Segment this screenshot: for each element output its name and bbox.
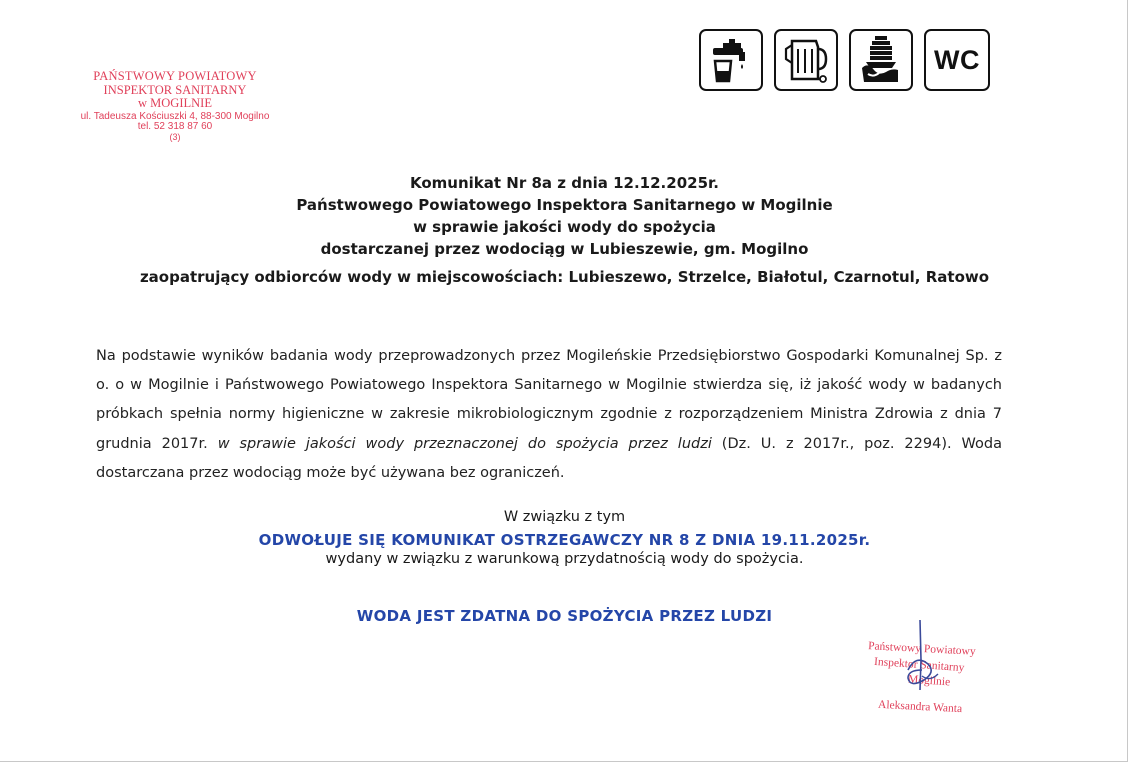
handwritten-signature xyxy=(880,618,960,708)
stamp-phone: tel. 52 318 87 60 xyxy=(137,121,213,133)
subject-line-1: w sprawie jakości wody do spożycia xyxy=(413,218,716,236)
body-text-part-1: Na podstawie wyników badania wody przeprowadzonych przez Mogileńskie Przedsiębiorstwo Gospodarki Komunalnej Sp. z o. o w Mogilnie i Państwowego Powiatowego Inspektora Sanitarnego w Mogilnie stwierdza się, iż jakość wody w badanych próbkach spełnia normy higieniczne w zakresie mikrobiologicznym zgodnie z rozporządzeniem Ministra Zdrowia z dnia 7 grudnia 2017r. xyxy=(96,348,1002,452)
tap-water-glass-icon xyxy=(699,29,763,91)
stamp-line-3: w MOGILNIE xyxy=(138,96,212,110)
notice-intro: W związku z tym xyxy=(503,509,626,525)
communique-number: Komunikat Nr 8a z dnia 12.12.2025r. xyxy=(410,174,719,192)
signature-stamp-line-3: Mogilnie xyxy=(907,673,951,689)
signature-stamp-line-2: Inspektor Sanitarny xyxy=(873,655,965,675)
localities-line: zaopatrujący odbiorców wody w miejscowościach: Lubieszewo, Strzelce, Białotul, Czarnotul, Ratowo xyxy=(139,268,990,286)
water-fit-statement: WODA JEST ZDATNA DO SPOŻYCIA PRZEZ LUDZI xyxy=(356,607,773,625)
notice-revocation: ODWOŁUJE SIĘ KOMUNIKAT OSTRZEGAWCZY NR 8 Z DNIA 19.11.2025r. xyxy=(258,531,871,549)
kettle-icon xyxy=(774,29,838,91)
stamp-number: (3) xyxy=(169,132,181,143)
signatory-name: Aleksandra Wanta xyxy=(877,698,963,716)
signature-stamp-line-1: Państwowy Powiatowy xyxy=(867,640,976,658)
issuer-title: Państwowego Powiatowego Inspektora Sanitarnego w Mogilnie xyxy=(296,196,833,214)
notice-explanation: wydany w związku z warunkową przydatnością wody do spożycia. xyxy=(325,551,804,567)
stamp-line-1: PAŃSTWOWY POWIATOWY xyxy=(93,69,257,83)
body-regulation-title: w sprawie jakości wody przeznaczonej do spożycia przez ludzi xyxy=(217,435,712,452)
stamp-address: ul. Tadeusza Kościuszki 4, 88-300 Mogilno xyxy=(80,110,270,122)
body-paragraph xyxy=(96,342,1002,488)
dishwashing-icon xyxy=(849,29,913,91)
inspector-stamp xyxy=(70,70,280,143)
wc-icon xyxy=(924,29,990,91)
usage-icons xyxy=(699,29,990,91)
subject-line-2: dostarczanej przez wodociąg w Lubieszewie, gm. Mogilno xyxy=(320,240,809,258)
stamp-line-2: INSPEKTOR SANITARNY xyxy=(103,82,247,97)
body-text-part-2: (Dz. U. z 2017r., poz. 2294). Woda dostarczana przez wodociąg może być używana bez ograniczeń. xyxy=(96,435,1002,481)
wc-label: WC xyxy=(934,44,980,75)
communique-header xyxy=(0,172,1129,260)
